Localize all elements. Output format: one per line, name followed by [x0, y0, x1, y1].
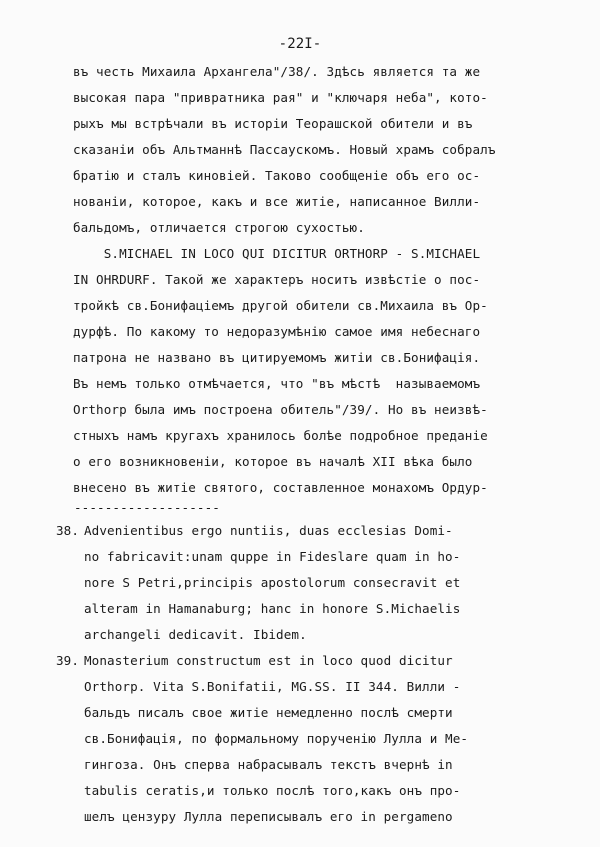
- footnote-line: шелъ цензуру Лулла переписывалъ его in pergameno: [84, 809, 453, 824]
- footnote-number: 39.: [56, 653, 80, 668]
- body-line: IN OHRDURF. Такой же характеръ носитъ извѣстіе о пос-: [73, 272, 481, 287]
- body-line: патрона не названо въ цитируемомъ житіи св.Бонифація.: [73, 350, 481, 365]
- body-line: бальдомъ, отличается строгою сухостью.: [73, 220, 365, 235]
- body-line: въ честь Михаила Архангела"/38/. Здѣсь является та же: [73, 64, 481, 79]
- footnote-line: гингоза. Онъ сперва набрасывалъ текстъ вчернѣ in: [84, 757, 453, 772]
- body-line: дурфѣ. По какому то недоразумѣнію самое имя небеснаго: [73, 324, 481, 339]
- body-line: братію и сталъ киновіей. Таково сообщеніе объ его ос-: [73, 168, 481, 183]
- footnote-line: Orthorp. Vita S.Bonifatii, MG.SS. II 344. Вилли -: [84, 679, 461, 694]
- body-line: рыхъ мы встрѣчали въ исторіи Теорашской обители и въ: [73, 116, 473, 131]
- footnote-line: tabulis ceratis,и только послѣ того,какъ онъ про-: [84, 783, 461, 798]
- footnote-number: 38.: [56, 523, 80, 538]
- footnote-separator: -------------------: [74, 500, 220, 515]
- footnote-line: Advenientibus ergo nuntiis, duas ecclesias Domi-: [84, 523, 453, 538]
- footnote-line: archangeli dedicavit. Ibidem.: [84, 627, 307, 642]
- body-line: сказаніи объ Альтманнѣ Пассаускомъ. Новый храмъ собралъ: [73, 142, 496, 157]
- footnote-line: nore S Petri,principis apostolorum consecravit et: [84, 575, 461, 590]
- footnote-line: alteram in Hamanaburg; hanc in honore S.Michaelis: [84, 601, 461, 616]
- body-line: высокая пара "привратника рая" и "ключаря неба", кото-: [73, 90, 488, 105]
- body-line: тройкѣ св.Бонифаціемъ другой обители св.Михаила въ Ор-: [73, 298, 488, 313]
- body-line: о его возникновеніи, которое въ началѣ XII вѣка было: [73, 454, 473, 469]
- body-line: Въ немъ только отмѣчается, что "въ мѣстѣ называемомъ: [73, 376, 481, 391]
- body-line: внесено въ житіе святого, составленное монахомъ Ордур-: [73, 480, 488, 495]
- body-line: стныхъ намъ кругахъ хранилось болѣе подробное преданіе: [73, 428, 488, 443]
- page-number: -22I-: [278, 36, 322, 52]
- body-line: S.MICHAEL IN LOCO QUI DICITUR ORTHORP - S.MICHAEL: [73, 246, 481, 261]
- footnote-line: бальдъ писалъ свое житіе немедленно послѣ смерти: [84, 705, 453, 720]
- body-line: нованіи, которое, какъ и все житіе, написанное Вилли-: [73, 194, 481, 209]
- footnote-line: Monasterium constructum est in loco quod dicitur: [84, 653, 453, 668]
- footnote-line: no fabricavit:unam quppe in Fideslare quam in ho-: [84, 549, 461, 564]
- footnote-line: св.Бонифація, по формальному порученію Лулла и Ме-: [84, 731, 469, 746]
- body-line: Orthorp была имъ построена обитель"/39/. Но въ неизвѣ-: [73, 402, 488, 417]
